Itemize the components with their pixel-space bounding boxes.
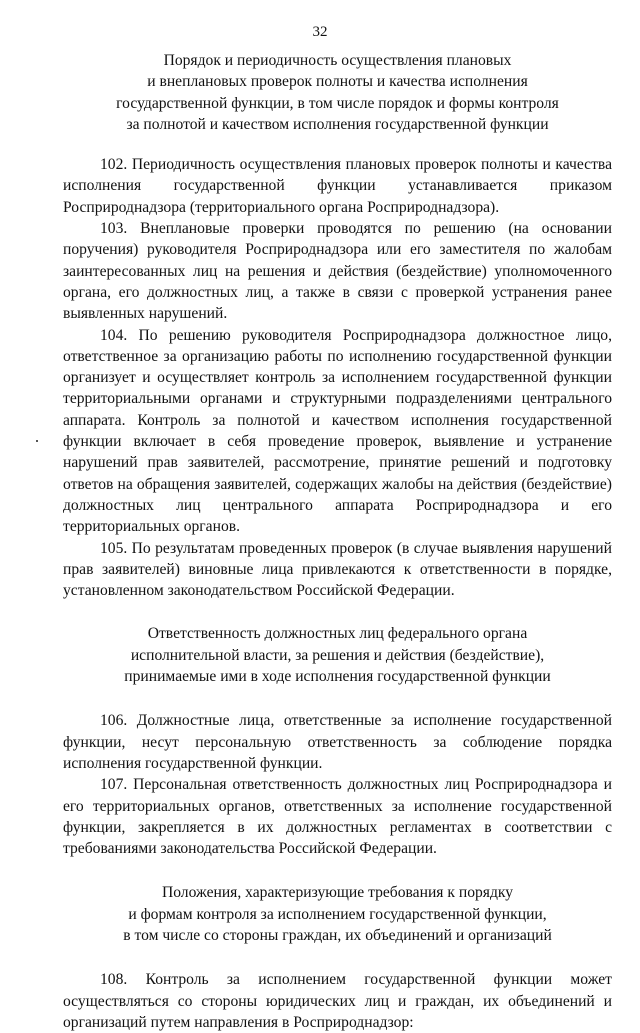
heading-line: и внеплановых проверок полноты и качества исполнения [147,73,528,91]
paragraph-105: 105. По результатам проведенных проверок (в случае выявления нарушений прав заявителей) виновные лица привлекаются к ответственности в порядке, установленном законодательством Российской Федерации. [63,539,612,600]
paragraph-106: 106. Должностные лица, ответственные за исполнение государственной функции, несут персональную ответственность за соблюдение порядка исполнения государственной функции. [63,712,612,772]
paragraph-103: 103. Внеплановые проверки проводятся по решению (на основании поручения) руководителя Росприроднадзора или его заместителя по жалобам заинтересованных лиц на решения и действия (бездействие) уполномоченного органа, его должностных лиц, а также в связи с проверкой устранения ранее выявленных нарушений. [63,220,612,323]
page-number: 32 [312,24,328,40]
heading-line: за полнотой и качеством исполнения государственной функции [126,115,549,133]
paragraph-104: 104. По решению руководителя Росприроднадзора должностное лицо, ответственное за организацию работы по исполнению государственной функции организует и осуществляет контроль за исполнением государственной функции территориальными органами и структурными подразделениями центрального аппарата. Контроль за полнотой и качеством исполнения государственной функции включает в себя проведение проверок, выявление и устранение нарушений прав заявителей, рассмотрение, принятие решений и подготовку ответов на обращения заявителей, содержащих жалобы на действия (бездействие) должностных лиц центрального аппарата Росприроднадзора и его территориальных органов. [63,326,612,536]
section-heading-control-requirements [63,882,612,946]
paragraph-107: 107. Персональная ответственность должностных лиц Росприроднадзора и его территориальных органов, ответственных за исполнение государственной функции, закрепляется в их должностных регламентах в соответствии с требованиями законодательства Российской Федерации. [63,776,612,858]
heading-line: принимаемые ими в ходе исполнения государственной функции [124,668,551,686]
heading-line: Ответственность должностных лиц федерального органа [147,625,528,643]
heading-line: исполнительной власти, за решения и действия (бездействие), [130,646,545,664]
section-heading-monitoring [63,50,612,135]
section-heading-responsibility [63,623,612,687]
heading-line: и формам контроля за исполнением государственной функции, [128,905,547,923]
heading-line: в том числе со стороны граждан, их объединений и организаций [123,926,552,944]
heading-line: Положения, характеризующие требования к порядку [161,884,514,902]
heading-line: Порядок и периодичность осуществления плановых [163,52,512,69]
document-body [63,50,612,1033]
paragraph-102: 102. Периодичность осуществления плановых проверок полноты и качества исполнения государственной функции устанавливается приказом Росприроднадзора (территориального органа Росприроднадзора). [63,156,612,216]
scan-mark [36,440,38,442]
heading-line: государственной функции, в том числе порядок и формы контроля [116,94,559,112]
paragraph-108: 108. Контроль за исполнением государственной функции может осуществляться со стороны юридических лиц и граждан, их объединений и организаций путем направления в Росприроднадзор: [63,971,612,1031]
